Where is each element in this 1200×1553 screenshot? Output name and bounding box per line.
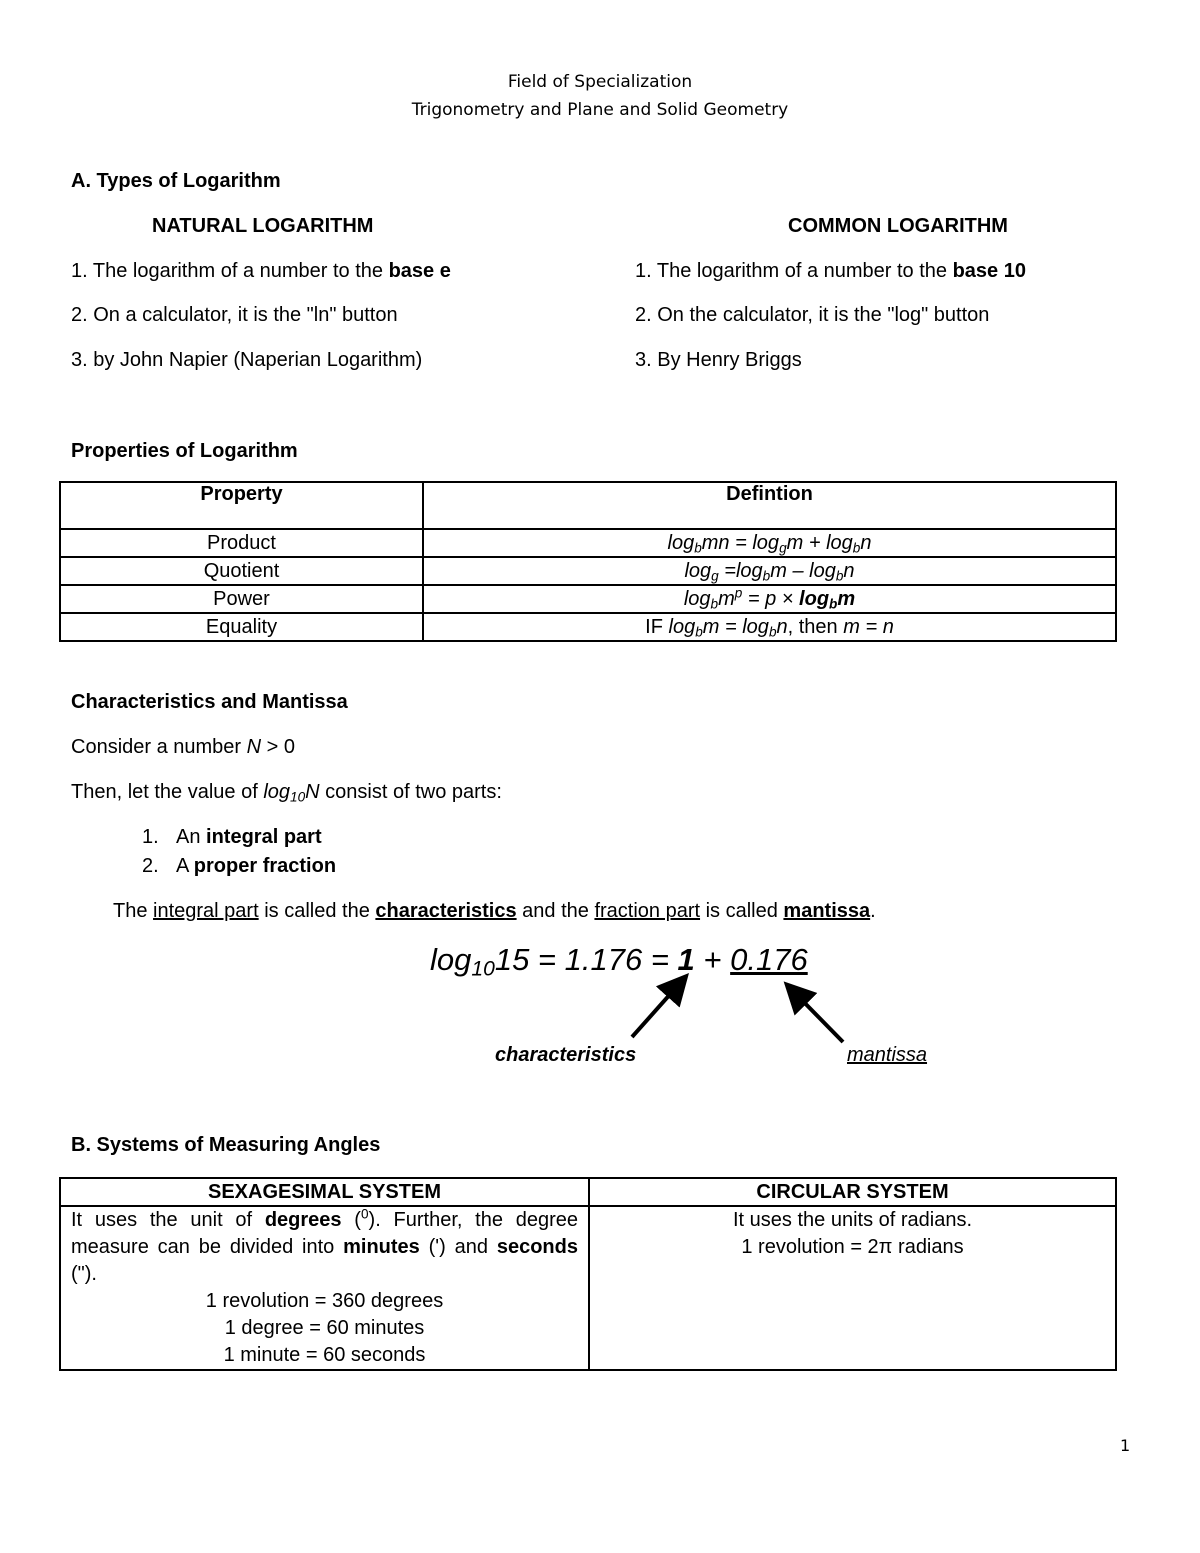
common-log-heading: COMMON LOGARITHM (788, 215, 1008, 237)
def-quotient: $\log_g =\log_bm - \log_bn$ (423, 557, 1116, 585)
log-equation: $\log_{10}15 = 1.176 = 1 + 0.176$ (430, 942, 808, 981)
sexagesimal-description: It uses the unit of degrees ($^0$). Further, the degree measure can be divided into minutes (') and seconds ("). (71, 1206, 579, 1285)
section-b-title: B. Systems of Measuring Angles (71, 1134, 381, 1156)
mantissa-arrow (792, 990, 843, 1042)
characteristics-label: characteristics (495, 1044, 637, 1066)
consider-line: Consider a number N > 0 (71, 736, 296, 758)
natural-log-heading: NATURAL LOGARITHM (152, 215, 374, 237)
header-subject: Trigonometry and Plane and Solid Geometry (411, 100, 789, 120)
sexagesimal-minute: 1 minute = 60 seconds (223, 1344, 426, 1366)
def-equality: IF $\log_bm = \log_bn$, then m = n (423, 613, 1116, 641)
row-label-equality: Equality (60, 613, 423, 641)
natural-item-1: 1. The logarithm of a number to the base e (71, 260, 451, 282)
header-field: Field of Specialization (507, 72, 693, 92)
then-line: Then, let the value of $\log_{10}N$ consist of two parts: (71, 781, 502, 805)
page-number: 1 (1120, 1436, 1131, 1455)
common-item-3: 3. By Henry Briggs (635, 349, 802, 371)
def-power: $\log_bm^p = p \times \log_bm$ (423, 585, 1116, 613)
def-product: $\log_bmn = \log_gm + \log_bn$ (423, 529, 1116, 557)
properties-title: Properties of Logarithm (71, 440, 298, 462)
table-header-row (60, 1178, 1116, 1206)
list-item: 2. A proper fraction (142, 855, 337, 877)
circular-revolution: 1 revolution = 2π radians (741, 1236, 964, 1258)
natural-item-2: 2. On a calculator, it is the "ln" button (71, 304, 398, 326)
common-item-2: 2. On the calculator, it is the "log" button (635, 304, 990, 326)
table-row (60, 1206, 1116, 1370)
col-header-property: Property (60, 482, 423, 529)
common-item-1: 1. The logarithm of a number to the base 10 (635, 260, 1026, 282)
col-header-definition: Defintion (423, 482, 1116, 529)
sexagesimal-degree: 1 degree = 60 minutes (224, 1317, 425, 1339)
sexagesimal-revolution: 1 revolution = 360 degrees (205, 1290, 444, 1312)
row-label-product: Product (60, 529, 423, 557)
mantissa-label: mantissa (847, 1044, 928, 1066)
row-label-power: Power (60, 585, 423, 613)
angles-table (59, 1177, 1117, 1371)
list-item: 1. An integral part (142, 826, 322, 848)
row-label-quotient: Quotient (60, 557, 423, 585)
sexagesimal-cell (60, 1206, 589, 1370)
characteristics-arrow (632, 982, 681, 1037)
col-header-circular: CIRCULAR SYSTEM (589, 1178, 1116, 1206)
natural-item-3: 3. by John Napier (Naperian Logarithm) (71, 349, 423, 371)
characteristics-title: Characteristics and Mantissa (71, 691, 348, 713)
circular-cell (589, 1206, 1116, 1370)
section-a-title: A. Types of Logarithm (71, 170, 281, 192)
col-header-sexagesimal: SEXAGESIMAL SYSTEM (60, 1178, 589, 1206)
circular-description: It uses the units of radians. (732, 1209, 973, 1231)
definition-sentence: The integral part is called the characteristics and the fraction part is called mantissa. (113, 900, 876, 922)
